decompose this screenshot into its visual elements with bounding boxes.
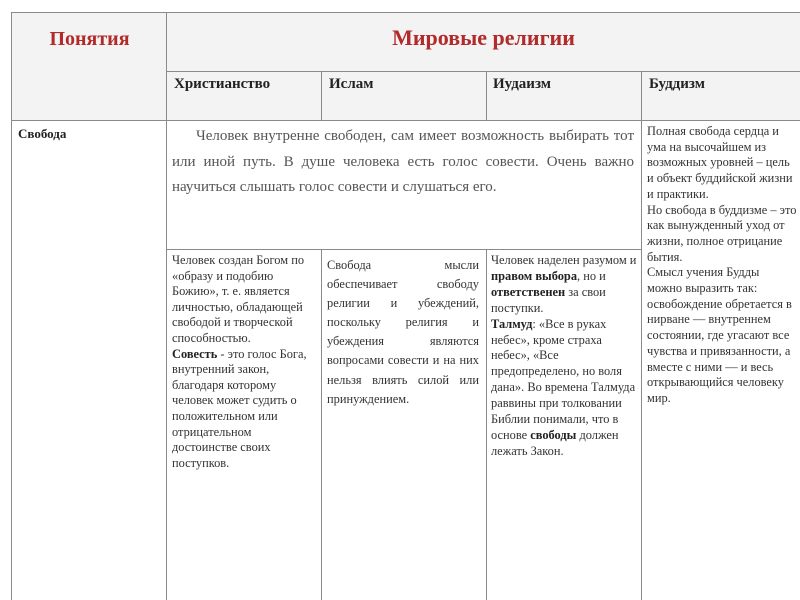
judaism-text-c: , но и	[577, 268, 606, 283]
judaism-text-i: должен лежать Закон.	[491, 427, 619, 458]
conscience-term: Совесть	[172, 346, 218, 361]
responsible-term: ответственен	[491, 284, 566, 299]
concept-freedom: Свобода	[18, 126, 67, 141]
christianity-paragraph-2	[172, 347, 317, 472]
buddhism-cell	[647, 124, 797, 407]
header-bottom-line	[11, 120, 800, 121]
header-islam: Ислам	[329, 76, 374, 92]
judaism-text-g: : «Все в руках небес», кроме страха небес», «Все предопределено, но воля дана». Во времена Талмуда раввины при толковании Библии понимали, что в основе	[491, 316, 636, 442]
concept-col-divider	[166, 120, 167, 600]
shared-freedom-text: Человек внутренне свободен, сам имеет возможность выбирать тот или иной путь. В душе человека есть голос совести. Очень важно научиться слышать голос совести и слушаться его.	[172, 128, 634, 195]
talmud-term: Талмуд	[491, 316, 533, 331]
table-border-top	[11, 12, 800, 13]
buddhism-paragraph-2: Но свобода в буддизме – это как вынужденный уход от жизни, полное отрицание бытия.	[647, 202, 797, 264]
merged-cell-bottom	[166, 249, 642, 250]
header-concepts: Понятия	[49, 28, 130, 50]
islam-cell: Свобода мысли обеспечивает свободу религии и убеждений, поскольку религия и убеждения являются вопросами совести и на них нельзя влиять силой или принуждением.	[327, 258, 479, 406]
col-divider-3	[641, 71, 642, 600]
table-border-left	[11, 12, 12, 600]
header-judaism: Иудаизм	[493, 76, 551, 92]
header-buddhism: Буддизм	[649, 76, 705, 92]
judaism-text-a: Человек наделен разумом и	[491, 253, 637, 267]
body-col-divider-2	[486, 249, 487, 600]
buddhism-paragraph-1: Полная свобода сердца и ума на высочайшем из возможных уровней – цель и объект буддийской жизни и практики.	[647, 124, 793, 201]
judaism-cell	[491, 253, 637, 460]
freedom-term: свободы	[530, 427, 577, 442]
right-of-choice-term: правом выбора	[491, 268, 578, 283]
buddhism-paragraph-3: Смысл учения Будды можно выразить так: освобождение обретается в нирване — внутреннем состоянии, где угасают все чувства и привязанности, а вместе с ними — и весь открывающийся человеку мир.	[647, 265, 792, 405]
col-divider-2	[486, 71, 487, 120]
christianity-paragraph-1: Человек создан Богом по «образу и подобию Божию», т. е. является личностью, обладающей свободой и творческой способностью.	[172, 253, 305, 345]
judaism-text-e: за свои поступки.	[491, 284, 606, 315]
christianity-cell	[172, 253, 317, 471]
body-col-divider-1	[321, 249, 322, 600]
col-divider-1	[321, 71, 322, 120]
header-world-religions: Мировые религии	[392, 25, 575, 50]
conscience-definition: - это голос Бога, внутренний закон, благодаря которому человек может судить о положительном или отрицательном достоинстве своих поступков.	[172, 346, 307, 470]
religions-subheader-line	[166, 71, 800, 72]
header-christianity: Христианство	[174, 76, 271, 92]
